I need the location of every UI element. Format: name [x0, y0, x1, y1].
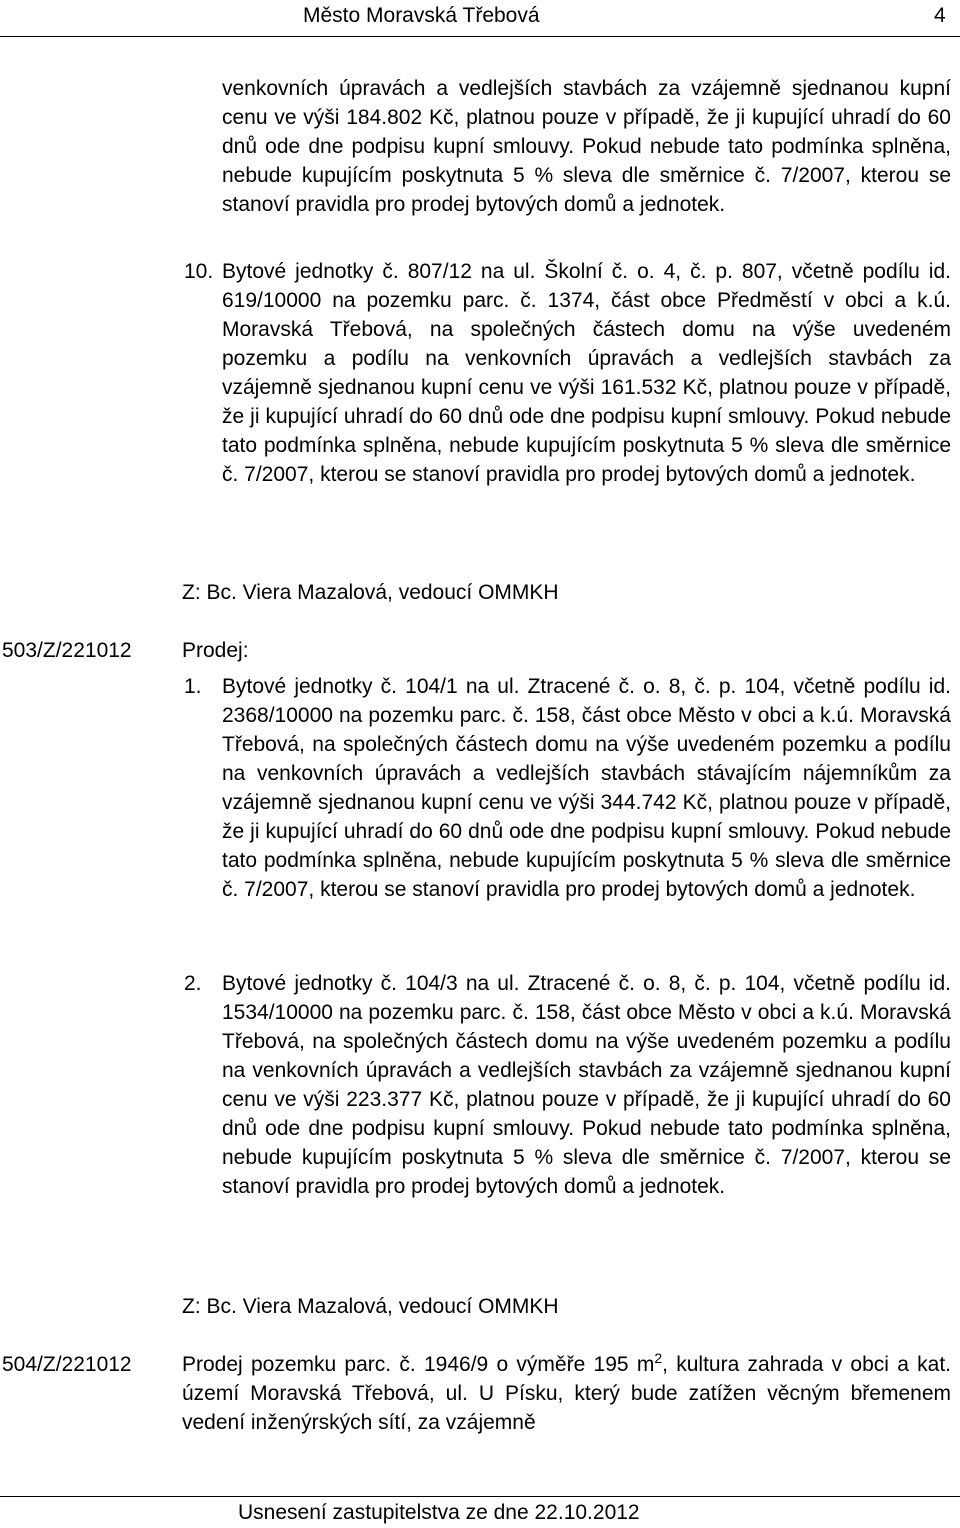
superscript: 2: [654, 1350, 663, 1366]
assignee-line: Z: Bc. Viera Mazalová, vedoucí OMMKH: [182, 1295, 559, 1318]
item-1-paragraph: Bytové jednotky č. 104/1 na ul. Ztracené č. o. 8, č. p. 104, včetně podílu id. 2368/10000 na pozemku parc. č. 158, část obce Město v obci a k.ú. Moravská Třebová, na společných částech domu na výše uvedeném pozemku a podílu na venkovních úpravách a vedlejších stavbách stávajícím nájemníkům za vzájemně sjednanou kupní cenu ve výši 344.742 Kč, platnou pouze v případě, že ji kupující uhradí do 60 dnů ode dne podpisu kupní smlouvy. Pokud nebude tato podmínka splněna, nebude kupujícím poskytnuta 5 % sleva dle směrnice č. 7/2007, kterou se stanoví pravidla pro prodej bytových domů a jednotek.: [222, 675, 951, 901]
footer-divider: [0, 1496, 960, 1497]
resolution-number: 503/Z/221012: [2, 639, 132, 662]
header-divider: [0, 36, 960, 37]
resolution-504-text-b: , kultura zahrada v obci a kat. území Moravská Třebová, ul. U Písku, který bude zatížen věcným břemenem vedení inženýrských sítí, za vzájemně: [182, 1353, 952, 1434]
continuation-paragraph: venkovních úpravách a vedlejších stavbách za vzájemně sjednanou kupní cenu ve výši 184.802 Kč, platnou pouze v případě, že ji kupující uhradí do 60 dnů ode dne podpisu kupní smlouvy. Pokud nebude tato podmínka splněna, nebude kupujícím poskytnuta 5 % sleva dle směrnice č. 7/2007, kterou se stanoví pravidla pro prodej bytových domů a jednotek.: [222, 77, 951, 216]
item-number: 10.: [184, 260, 214, 283]
resolution-504-text-a: Prodej pozemku parc. č. 1946/9 o výměře 195 m: [182, 1353, 655, 1376]
item-number: 1.: [184, 675, 202, 698]
page-number: 4: [934, 4, 946, 27]
header-title: Město Moravská Třebová: [303, 4, 540, 27]
item-2-paragraph: Bytové jednotky č. 104/3 na ul. Ztracené č. o. 8, č. p. 104, včetně podílu id. 1534/10000 na pozemku parc. č. 158, část obce Město v obci a k.ú. Moravská Třebová, na společných částech domu na výše uvedeném pozemku a podílu na venkovních úpravách a vedlejších stavbách za vzájemně sjednanou kupní cenu ve výši 223.377 Kč, platnou pouze v případě, že ji kupující uhradí do 60 dnů ode dne podpisu kupní smlouvy. Pokud nebude tato podmínka splněna, nebude kupujícím poskytnuta 5 % sleva dle směrnice č. 7/2007, kterou se stanoví pravidla pro prodej bytových domů a jednotek.: [222, 972, 951, 1198]
item-number: 2.: [184, 972, 202, 995]
resolution-number: 504/Z/221012: [2, 1353, 132, 1376]
resolution-504-paragraph: [182, 1350, 951, 1437]
footer-text: Usnesení zastupitelstva ze dne 22.10.2012: [238, 1501, 640, 1524]
section-label: Prodej:: [182, 639, 249, 662]
assignee-line: Z: Bc. Viera Mazalová, vedoucí OMMKH: [182, 581, 559, 604]
item-10-paragraph: Bytové jednotky č. 807/12 na ul. Školní č. o. 4, č. p. 807, včetně podílu id. 619/10000 na pozemku parc. č. 1374, část obce Předměstí v obci a k.ú. Moravská Třebová, na společných částech domu na výše uvedeném pozemku a podílu na venkovních úpravách a vedlejších stavbách za vzájemně sjednanou kupní cenu ve výši 161.532 Kč, platnou pouze v případě, že ji kupující uhradí do 60 dnů ode dne podpisu kupní smlouvy. Pokud nebude tato podmínka splněna, nebude kupujícím poskytnuta 5 % sleva dle směrnice č. 7/2007, kterou se stanoví pravidla pro prodej bytových domů a jednotek.: [222, 260, 951, 486]
